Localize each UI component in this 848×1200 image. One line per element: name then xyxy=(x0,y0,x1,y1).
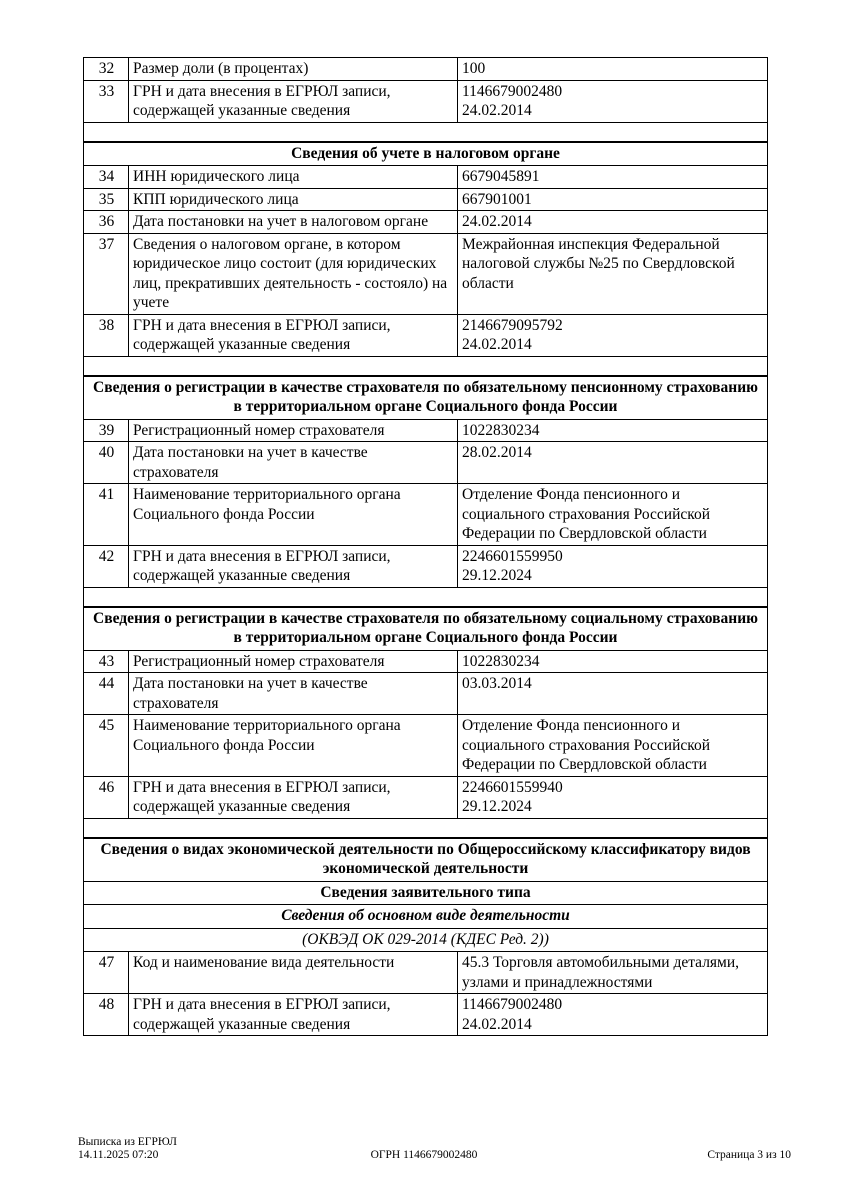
table-row-38 xyxy=(84,314,768,356)
table-row-35 xyxy=(84,188,768,211)
section-row xyxy=(84,376,768,420)
table-row-45 xyxy=(84,715,768,777)
row-number: 41 xyxy=(84,484,129,546)
row-number: 39 xyxy=(84,419,129,442)
row-value: 24.02.2014 xyxy=(458,211,768,234)
row-label: Регистрационный номер страхователя xyxy=(129,419,458,442)
section-row xyxy=(84,881,768,905)
grn-date: 24.02.2014 xyxy=(462,336,532,353)
table-row-34 xyxy=(84,166,768,189)
row-label: ИНН юридического лица xyxy=(129,166,458,189)
row-label: Дата постановки на учет в качестве страхователя xyxy=(129,442,458,484)
table-row-32 xyxy=(84,58,768,81)
section-header-social-insurance: Сведения о регистрации в качестве страхователя по обязательному социальному страхованию в территориальном органе Социального фонда России xyxy=(84,607,768,651)
grn-date: 29.12.2024 xyxy=(462,567,532,584)
footer-doc-type: Выписка из ЕГРЮЛ xyxy=(78,1136,177,1148)
row-number: 42 xyxy=(84,545,129,587)
grn-value: 2146679095792 xyxy=(462,316,563,334)
grn-date: 24.02.2014 xyxy=(462,102,532,119)
row-label: Код и наименование вида деятельности xyxy=(129,952,458,994)
section-header-pension-insurance: Сведения о регистрации в качестве страхователя по обязательному пенсионному страхованию в территориальном органе Социального фонда России xyxy=(84,376,768,420)
row-value: 667901001 xyxy=(458,188,768,211)
row-number: 37 xyxy=(84,233,129,314)
row-label: ГРН и дата внесения в ЕГРЮЛ записи, содержащей указанные сведения xyxy=(129,776,458,818)
row-number: 35 xyxy=(84,188,129,211)
row-value xyxy=(458,994,768,1036)
row-value: 28.02.2014 xyxy=(458,442,768,484)
spacer-cell xyxy=(84,818,768,838)
row-number: 32 xyxy=(84,58,129,81)
row-number: 34 xyxy=(84,166,129,189)
table-row-36 xyxy=(84,211,768,234)
section-header-okved-edition: (ОКВЭД ОК 029-2014 (КДЕС Ред. 2)) xyxy=(84,928,768,952)
row-value: 03.03.2014 xyxy=(458,673,768,715)
row-number: 38 xyxy=(84,314,129,356)
section-row xyxy=(84,928,768,952)
grn-date: 24.02.2014 xyxy=(462,1015,532,1033)
table-row-47 xyxy=(84,952,768,994)
table-row-46 xyxy=(84,776,768,818)
row-label: Наименование территориального органа Социального фонда России xyxy=(129,715,458,777)
row-value: 100 xyxy=(458,58,768,81)
table-row-33 xyxy=(84,80,768,122)
row-value: Отделение Фонда пенсионного и социального страхования Российской Федерации по Свердловской области xyxy=(458,715,768,777)
row-value xyxy=(458,314,768,356)
section-row xyxy=(84,607,768,651)
footer-page-number: Страница 3 из 10 xyxy=(707,1149,791,1161)
section-header-tax-registration: Сведения об учете в налоговом органе xyxy=(84,142,768,166)
footer-generated-timestamp: 14.11.2025 07:20 xyxy=(78,1149,159,1161)
row-label: ГРН и дата внесения в ЕГРЮЛ записи, содержащей указанные сведения xyxy=(129,80,458,122)
section-header-main-activity: Сведения об основном виде деятельности xyxy=(84,905,768,929)
row-value: Отделение Фонда пенсионного и социального страхования Российской Федерации по Свердловской области xyxy=(458,484,768,546)
row-number: 45 xyxy=(84,715,129,777)
table-spacer-row xyxy=(84,818,768,838)
row-number: 36 xyxy=(84,211,129,234)
footer-ogrn: ОГРН 1146679002480 xyxy=(370,1149,478,1161)
row-label: Сведения о налоговом органе, в котором юридическое лицо состоит (для юридических лиц, прекративших деятельность - состояло) на учете xyxy=(129,233,458,314)
row-number: 40 xyxy=(84,442,129,484)
table-row-40 xyxy=(84,442,768,484)
grn-value: 2246601559940 xyxy=(462,778,563,796)
row-label: КПП юридического лица xyxy=(129,188,458,211)
row-value xyxy=(458,776,768,818)
row-label: Дата постановки на учет в налоговом органе xyxy=(129,211,458,234)
row-number: 33 xyxy=(84,80,129,122)
section-row xyxy=(84,838,768,882)
row-value: 1022830234 xyxy=(458,650,768,673)
section-header-okved: Сведения о видах экономической деятельности по Общероссийскому классификатору видов экономической деятельности xyxy=(84,838,768,882)
egrul-table xyxy=(83,57,768,1036)
row-label: Дата постановки на учет в качестве страхователя xyxy=(129,673,458,715)
table-spacer-row xyxy=(84,356,768,376)
grn-value: 1146679002480 xyxy=(462,996,563,1013)
row-label: Регистрационный номер страхователя xyxy=(129,650,458,673)
spacer-cell xyxy=(84,587,768,607)
row-label: ГРН и дата внесения в ЕГРЮЛ записи, содержащей указанные сведения xyxy=(129,994,458,1036)
grn-value: 2246601559950 xyxy=(462,547,563,565)
row-number: 46 xyxy=(84,776,129,818)
section-row xyxy=(84,142,768,166)
table-row-48 xyxy=(84,994,768,1036)
table-row-44 xyxy=(84,673,768,715)
table-row-37 xyxy=(84,233,768,314)
row-number: 43 xyxy=(84,650,129,673)
row-value: 1022830234 xyxy=(458,419,768,442)
section-row xyxy=(84,905,768,929)
row-label: ГРН и дата внесения в ЕГРЮЛ записи, содержащей указанные сведения xyxy=(129,545,458,587)
spacer-cell xyxy=(84,356,768,376)
row-value: 6679045891 xyxy=(458,166,768,189)
row-number: 47 xyxy=(84,952,129,994)
row-label: Размер доли (в процентах) xyxy=(129,58,458,81)
table-row-43 xyxy=(84,650,768,673)
spacer-cell xyxy=(84,122,768,142)
row-value xyxy=(458,545,768,587)
page-footer xyxy=(0,1134,848,1162)
section-header-declared-type: Сведения заявительного типа xyxy=(84,881,768,905)
table-spacer-row xyxy=(84,587,768,607)
table-row-41 xyxy=(84,484,768,546)
grn-value: 1146679002480 xyxy=(462,82,563,100)
table-row-42 xyxy=(84,545,768,587)
table-spacer-row xyxy=(84,122,768,142)
row-number: 44 xyxy=(84,673,129,715)
row-value xyxy=(458,80,768,122)
row-value: Межрайонная инспекция Федеральной налоговой службы №25 по Свердловской области xyxy=(458,233,768,314)
row-label: Наименование территориального органа Социального фонда России xyxy=(129,484,458,546)
row-label: ГРН и дата внесения в ЕГРЮЛ записи, содержащей указанные сведения xyxy=(129,314,458,356)
grn-date: 29.12.2024 xyxy=(462,798,532,815)
row-value: 45.3 Торговля автомобильными деталями, узлами и принадлежностями xyxy=(458,952,768,994)
row-number: 48 xyxy=(84,994,129,1036)
table-row-39 xyxy=(84,419,768,442)
